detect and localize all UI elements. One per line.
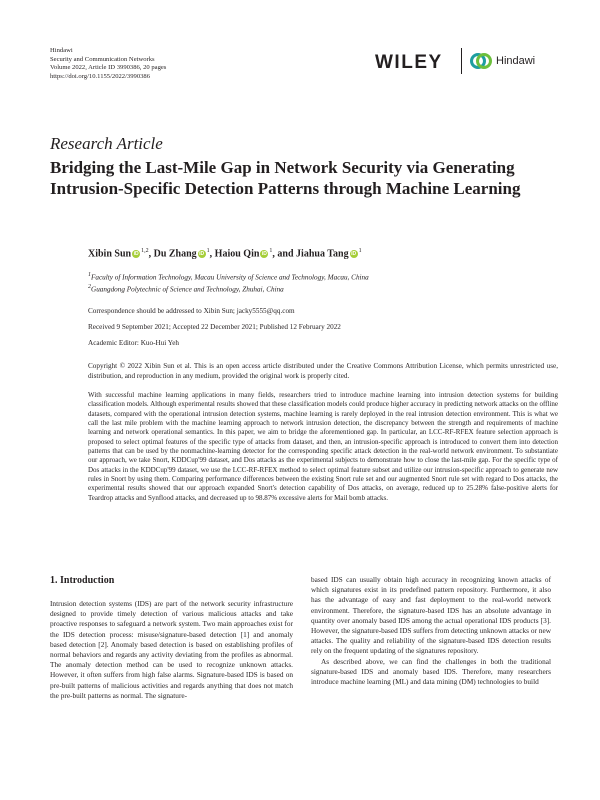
hindawi-logo <box>470 50 535 72</box>
author-affiliation-mark: 1 <box>358 248 362 254</box>
author-name[interactable]: Jiahua Tang <box>296 248 349 260</box>
logo-divider <box>461 48 462 74</box>
paragraph: Intrusion detection systems (IDS) are part of the network security infrastructure designed to provide timely detection of various malicious attacks and take proactive responses to safeguard a network system. Two main approaches exist for the IDS detection process: misuse/signature-based detection [1] and anomaly based detection [2]. Anomaly based detection is based on establishing profiles of normal behaviors and regards any activity deviating from the profiles as abnormal. The anomaly detection method can be used to recognize unknown attacks. However, it often suffers from high false alarms. Signature-based IDS is based on pre-built patterns of malicious activities and regards anything that does not match the pre-built patterns as normal. The signature- <box>50 599 293 700</box>
hindawi-mark-icon <box>470 50 492 72</box>
section-heading: 1. Introduction <box>50 575 115 586</box>
author-name[interactable]: Du Zhang <box>153 248 197 260</box>
author-name[interactable]: Xibin Sun <box>88 248 132 260</box>
orcid-icon[interactable]: iD <box>199 251 205 258</box>
body-column-right <box>311 575 551 687</box>
hindawi-logo-text: Hindawi <box>496 55 536 67</box>
orcid-icon[interactable]: iD <box>133 251 139 258</box>
affiliation-text: Faculty of Information Technology, Macau University of Science and Technology, Macau, China <box>91 273 369 282</box>
author-affiliation-mark: 1 <box>269 248 273 254</box>
paragraph: As described above, we can find the challenges in both the traditional signature-based IDS and anomaly based IDS. Therefore, many researchers introduce machine learning (ML) and data mining (DM) technologies to build <box>311 656 551 687</box>
journal-metadata <box>50 47 166 81</box>
abstract: With successful machine learning applications in many fields, researchers tried to introduce machine learning into intrusion detection systems for building classification models. Although experimental results showed that these classification models could produce higher accuracy in predicting network attacks on the offline datasets, compared with the operational intrusion detection systems, machine learning is rarely deployed in the real intrusion detection environment. This is what we call the last mile problem with the machine learning approach to network intrusion detection, the discrepancy between the strength and requirements of machine learning and network operational semantics. In this paper, we aim to bridge the aforementioned gap. In particular, an LCC-RF-RFEX feature selection approach is proposed to select optimal features of the specific type of attacks from dataset, and then, an intrusion-specific approach is introduced to convert them into detection patterns that can be used by the nonmachine-learning detector for the corresponding specific attack detection in the real-world network environment. To substantiate our approach, we take Snort, KDDCup'99 dataset, and Dos attacks as the experimental subjects to demonstrate how to close the last-mile gap. For the specific type of Dos attacks in the KDDCup'99 dataset, we use the LCC-RF-RFEX method to select optimal feature subset and utilize our intrusion-specific approach to generate new rules in Snort by using them. Comparing performance differences between the existing Snort rule set and our augmented Snort rule set with regard to Dos attacks, the experimental results showed that our approach expanded Snort's detection capability of Dos attacks, on average, reduced up to 25.28% false-positive alerts for Teardrop attacks and Synflood attacks, and decreased up to 98.87% excessive alerts for Mail bomb attacks. <box>88 391 558 502</box>
orcid-icon[interactable]: iD <box>261 251 267 258</box>
volume-info: Volume 2022, Article ID 3990386, 20 pages <box>50 64 167 72</box>
affiliation-mark: 2 <box>88 284 91 291</box>
body-column-left <box>50 599 293 701</box>
author-separator: , <box>148 248 152 260</box>
author-name[interactable]: Haiou Qin <box>214 248 260 260</box>
doi-link[interactable]: https://doi.org/10.1155/2022/3990386 <box>50 72 151 80</box>
author-affiliation-mark: 1,2 <box>141 248 149 254</box>
author-separator: , and <box>272 248 294 260</box>
affiliation-item <box>88 282 558 294</box>
copyright-notice: Copyright © 2022 Xibin Sun et al. This is an open access article distributed under the Creative Commons Attribution License, which permits unrestricted use, distribution, and reproduction in any medium, provided the original work is properly cited. <box>88 362 558 380</box>
orcid-icon[interactable]: iD <box>351 251 357 258</box>
affiliation-mark: 1 <box>88 272 91 278</box>
wiley-logo: WILEY <box>375 52 443 73</box>
publisher-name: Hindawi <box>50 47 73 54</box>
journal-name: Security and Communication Networks <box>50 55 155 63</box>
author-affiliation-mark: 1 <box>206 248 210 254</box>
article-type: Research Article <box>50 134 163 153</box>
affiliation-text: Guangdong Polytechnic of Science and Technology, Zhuhai, China <box>91 285 284 294</box>
publication-dates: Received 9 September 2021; Accepted 22 December 2021; Published 12 February 2022 <box>88 323 341 331</box>
correspondence-note: Correspondence should be addressed to Xibin Sun; jacky5555@qq.com <box>88 307 295 315</box>
affiliations <box>88 270 558 295</box>
author-separator: , <box>209 248 213 260</box>
author-list <box>88 248 362 259</box>
affiliation-item <box>88 270 558 282</box>
academic-editor: Academic Editor: Kuo-Hui Yeh <box>88 339 180 347</box>
paragraph: based IDS can usually obtain high accuracy in recognizing known attacks of which signatures exist in its predefined pattern repository. Furthermore, it also has the advantage of easy and fast deployment to the real-world network environment. Therefore, the signature-based IDS has an absolute advantage in quantity over anomaly based IDS among the actual operational IDS products [3]. However, the signature-based IDS suffers from detecting unknown attacks or new attacks. The quality and reliability of the signature-based IDS detection results rely on the frequent updating of the signatures repository. <box>311 575 551 656</box>
article-title: Bridging the Last-Mile Gap in Network Security via Generating Intrusion-Specific Detection Patterns through Machine Learning <box>50 158 521 198</box>
